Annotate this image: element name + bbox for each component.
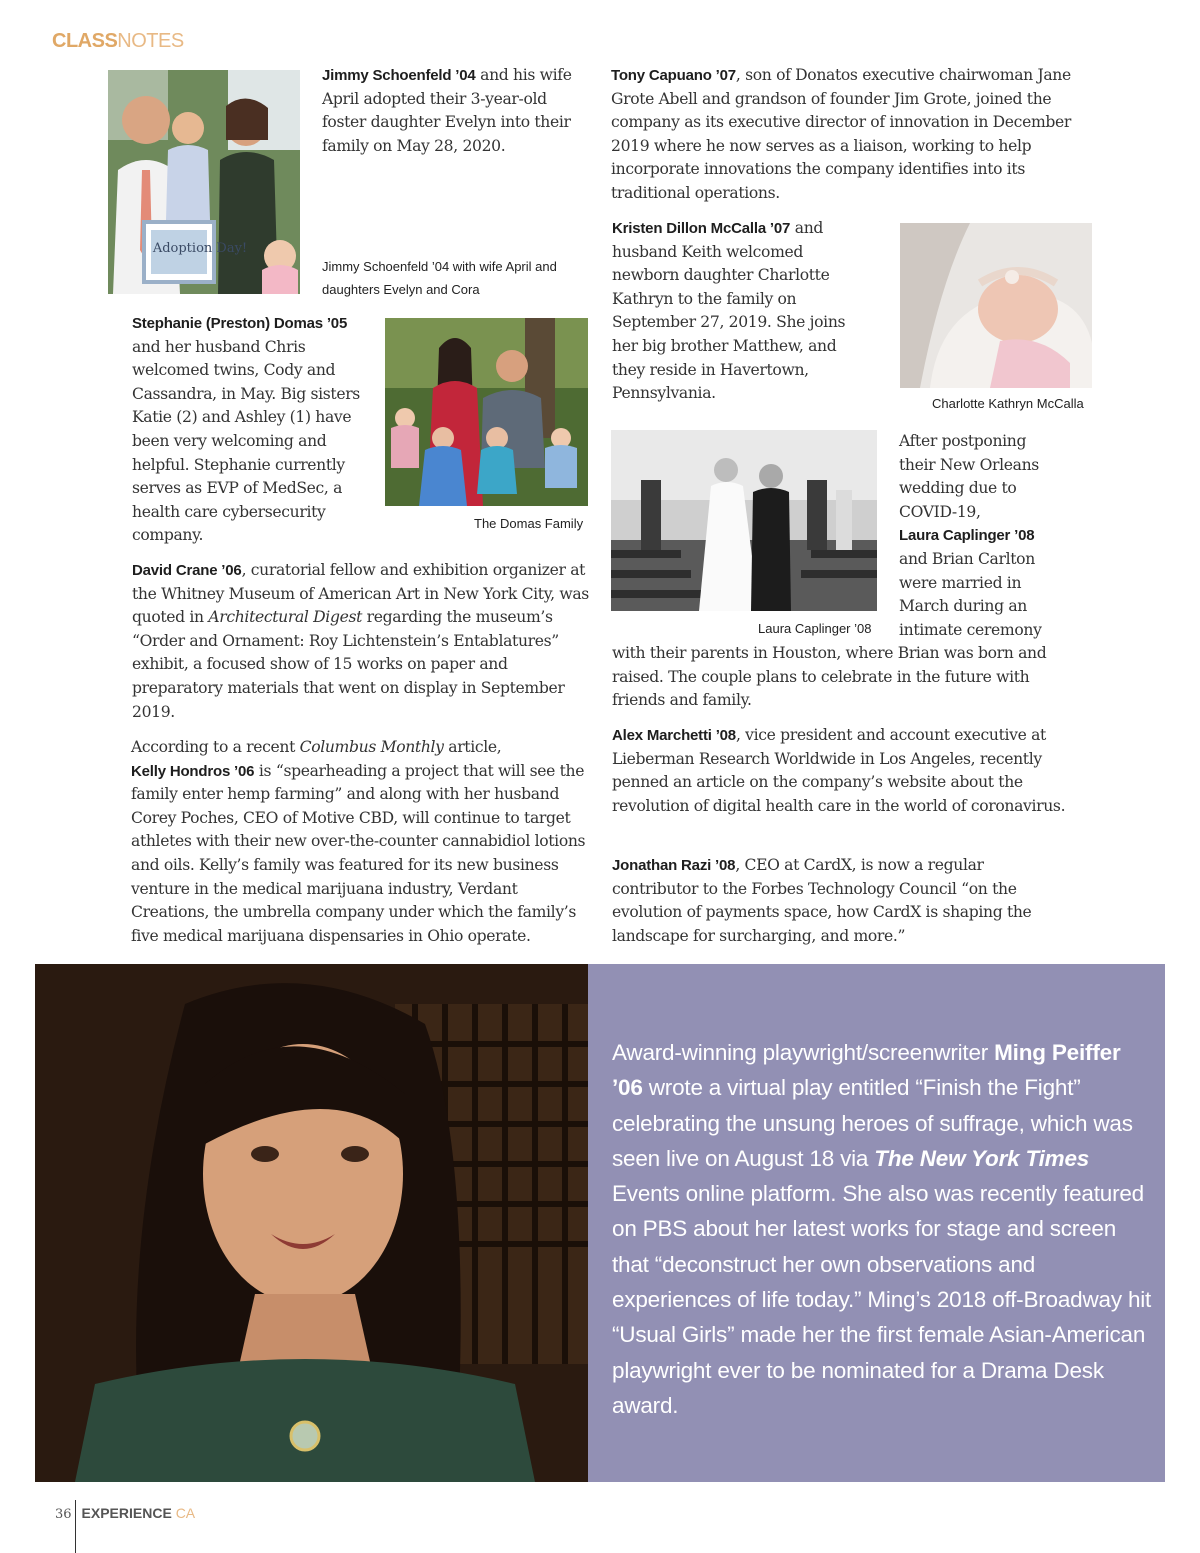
note-crane xyxy=(132,559,590,724)
note-schoenfeld xyxy=(322,64,590,158)
note-mccalla-name: Kristen Dillon McCalla ’07 xyxy=(612,220,791,237)
note-marchetti-text: , vice president and account executive at Lieberman Research Worldwide in Los Angeles, recently penned an article on the company’s website about the revolution of digital health care in the world of coronavirus. xyxy=(612,726,1066,815)
note-capuano-text: , son of Donatos executive chairwoman Jane Grote Abell and grandson of founder Jim Grote, joined the company as its executive director of innovation in December 2019 where he now serves as a liaison, working to help incorporate innovations the company identifies into its traditional operations. xyxy=(611,66,1072,202)
note-hondros xyxy=(131,736,595,948)
feature-publication: The New York Times xyxy=(874,1145,1090,1171)
page-footer xyxy=(55,1505,195,1522)
note-mccalla-text: and husband Keith welcomed newborn daughter Charlotte Kathryn to the family on September 27, 2019. She joins her big brother Matthew, and they reside in Havertown, Pennsylvania. xyxy=(612,219,846,403)
note-caplinger-side xyxy=(899,430,1059,642)
feature-text-b: Events online platform. She also was recently featured on PBS about her latest works for stage and screen that “deconstruct her own observations and experiences of life today.” Ming’s 2018 off-Broadway hit “Usual Girls” made her the first female Asian-American playwright ever to be nominated for a Drama Desk award. xyxy=(612,1181,1152,1418)
note-crane-text-b: regarding the museum’s “Order and Ornament: Roy Lichtenstein’s Entablatures” exhibit, a focused show of 15 works on paper and preparatory materials that went on display in September 2019. xyxy=(132,608,565,721)
caplinger-wedding-photo xyxy=(611,430,877,611)
feature-ming-peiffer xyxy=(612,1035,1152,1423)
magazine-name: EXPERIENCE xyxy=(81,1505,172,1521)
caplinger-caption: Laura Caplinger ’08 xyxy=(758,621,872,636)
feature-text-a: wrote a virtual play entitled “Finish the Fight” celebrating the unsung heroes of suffrage, which was seen live on August 18 via xyxy=(612,1075,1133,1171)
sign-text: Adoption Day! xyxy=(152,241,248,256)
section-header xyxy=(52,30,184,53)
note-razi-text: , CEO at CardX, is now a regular contributor to the Forbes Technology Council “on the evolution of payments space, how CardX is shaping the landscape for surcharging, and more.” xyxy=(612,856,1032,945)
ming-peiffer-photo xyxy=(35,964,588,1482)
schoenfeld-family-photo xyxy=(108,70,300,294)
note-crane-publication: Architectural Digest xyxy=(208,608,363,627)
note-capuano-name: Tony Capuano ’07 xyxy=(611,67,736,84)
mccalla-baby-photo xyxy=(900,223,1092,388)
note-caplinger-continued xyxy=(612,642,1072,713)
note-schoenfeld-text: and his wife April adopted their 3-year-old foster daughter Evelyn into their family on May 28, 2020. xyxy=(322,66,572,155)
note-crane-text-a: , curatorial fellow and exhibition organizer at the Whitney Museum of American Art in New York City, was quoted in xyxy=(132,561,589,627)
section-header-bold: CLASS xyxy=(52,30,118,52)
note-razi xyxy=(612,854,1067,948)
note-caplinger-text-a: After postponing their New Orleans wedding due to COVID-19, xyxy=(899,432,1039,521)
note-capuano xyxy=(611,64,1081,206)
note-caplinger-text-b: and Brian Carlton were married in March during an intimate ceremony xyxy=(899,549,1042,639)
schoenfeld-caption: Jimmy Schoenfeld ’04 with wife April and daughters Evelyn and Cora xyxy=(322,259,557,297)
magazine-suffix: CA xyxy=(175,1505,196,1521)
note-mccalla xyxy=(612,217,864,406)
note-caplinger-name: Laura Caplinger ’08 xyxy=(899,527,1035,545)
section-header-light: NOTES xyxy=(117,30,184,52)
note-marchetti xyxy=(612,724,1067,818)
domas-caption: The Domas Family xyxy=(474,516,584,531)
note-schoenfeld-name: Jimmy Schoenfeld ’04 xyxy=(322,67,476,84)
note-hondros-publication: Columbus Monthly xyxy=(299,738,444,756)
note-crane-name: David Crane ’06 xyxy=(132,562,242,579)
note-hondros-intro: According to a recent xyxy=(131,738,300,756)
feature-name: Ming Peiffer ’06 xyxy=(612,1040,1121,1101)
page-number: 36 xyxy=(55,1507,72,1522)
note-hondros-intro-end: article, xyxy=(443,738,502,756)
note-hondros-text: is “spearheading a project that will see the family enter hemp farming” and along with her husband Corey Poches, CEO of Motive CBD, will continue to target athletes with their new over-the-counter cannabidiol lotions and oils. Kelly’s family was featured for its new business venture in the medical marijuana industry, Verdant Creations, the umbrella company under which the family’s five medical marijuana dispensaries in Ohio operate. xyxy=(131,761,586,945)
note-caplinger-text-c: with their parents in Houston, where Brian was born and raised. The couple plans to celebrate in the future with friends and family. xyxy=(612,644,1047,710)
note-domas-name: Stephanie (Preston) Domas ’05 xyxy=(132,315,348,332)
note-razi-name: Jonathan Razi ’08 xyxy=(612,857,736,874)
mccalla-caption: Charlotte Kathryn McCalla xyxy=(932,396,1084,411)
note-domas-text: and her husband Chris welcomed twins, Cody and Cassandra, in May. Big sisters Katie (2) and Ashley (1) have been very welcoming and helpful. Stephanie currently serves as EVP of MedSec, a health care cybersecurity company. xyxy=(132,337,360,545)
note-hondros-name: Kelly Hondros ’06 xyxy=(131,762,255,780)
domas-family-photo xyxy=(385,318,588,506)
note-marchetti-name: Alex Marchetti ’08 xyxy=(612,727,736,744)
feature-intro: Award-winning playwright/screenwriter xyxy=(612,1040,995,1065)
note-domas xyxy=(132,312,368,548)
